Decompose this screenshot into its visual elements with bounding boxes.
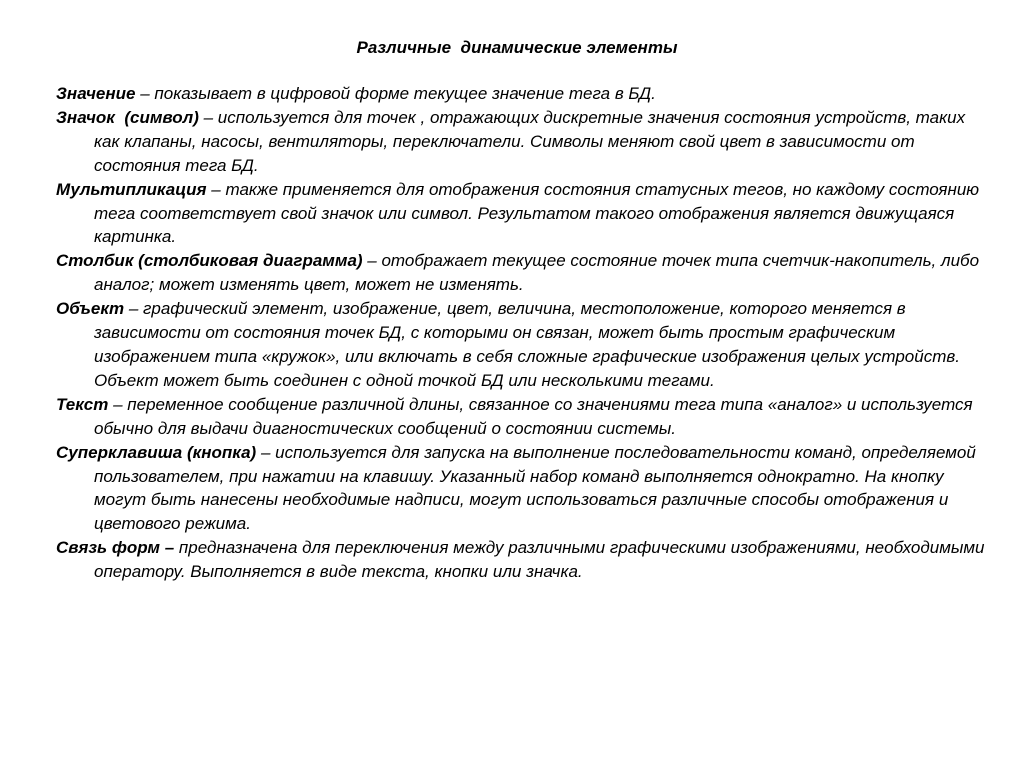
definition-item bbox=[56, 297, 986, 393]
definition-term: Значок (символ) bbox=[56, 107, 199, 127]
definition-term: Значение bbox=[56, 84, 136, 103]
definition-text: – переменное сообщение различной длины, связанное со значениями тега типа «аналог» и используется обычно для выдачи диагностических сообщений о состоянии системы. bbox=[94, 394, 973, 438]
definition-text: предназначена для переключения между различными графическими изображениями, необходимыми оператору. Выполняется в виде текста, кнопки или значка. bbox=[94, 538, 985, 582]
definition-item bbox=[56, 249, 986, 297]
page-title: Различные динамические элементы bbox=[356, 38, 678, 57]
definition-term: Текст bbox=[56, 394, 109, 414]
definition-term: Объект bbox=[56, 299, 125, 319]
definition-term: Мультипликация bbox=[56, 179, 207, 199]
definition-term: Столбик (столбиковая диаграмма) bbox=[56, 251, 363, 271]
definition-text: – показывает в цифровой форме текущее значение тега в БД. bbox=[135, 84, 656, 103]
definition-item bbox=[56, 536, 986, 584]
definition-term: Связь форм – bbox=[56, 538, 175, 558]
definitions-list bbox=[56, 82, 986, 584]
definition-item bbox=[56, 441, 986, 537]
definition-text: – также применяется для отображения состояния статусных тегов, но каждому состоянию тега соответствует свой значок или символ. Результатом такого отображения является движущаяся картинка. bbox=[94, 179, 980, 247]
definition-item bbox=[56, 82, 986, 106]
definition-text: – отображает текущее состояние точек типа счетчик-накопитель, либо аналог; может изменять цвет, может не изменять. bbox=[94, 251, 980, 295]
definition-text: – используется для запуска на выполнение последовательности команд, определяемой пользователем, при нажатии на клавишу. Указанный набор команд выполняется однократно. На кнопку могут быть нанесены необходимые надписи, могут использоваться различные способы отображения и цветового режима. bbox=[94, 442, 976, 534]
definition-term: Суперклавиша (кнопка) bbox=[56, 442, 257, 462]
definition-item bbox=[56, 106, 986, 178]
definition-item bbox=[56, 393, 986, 441]
definition-text: – используется для точек , отражающих дискретные значения состояния устройств, таких как клапаны, насосы, вентиляторы, переключатели. Символы меняют свой цвет в зависимости от состояния тега БД. bbox=[94, 107, 966, 175]
definition-text: – графический элемент, изображение, цвет, величина, местоположение, которого меняется в зависимости от состояния точек БД, с которыми он связан, может быть простым графическим изображением типа «кружок», или включать в себя сложные графические изображения целых устройств. Объект может быть соединен с одной точкой БД или несколькими тегами. bbox=[94, 299, 960, 390]
definition-item bbox=[56, 178, 986, 250]
